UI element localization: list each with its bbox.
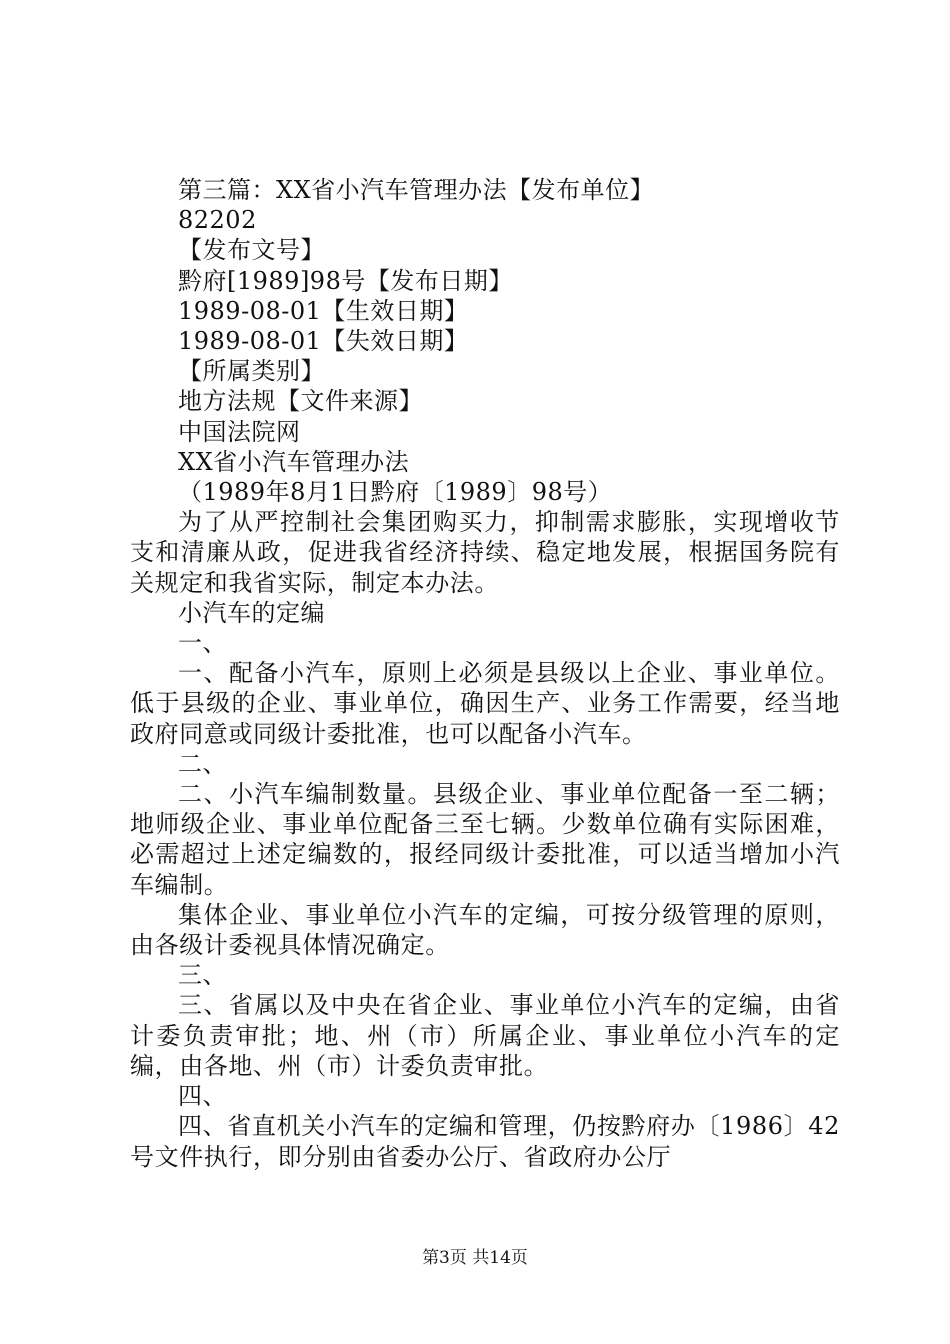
meta-line-effective-date: 1989-08-01【失效日期】 [178, 327, 469, 356]
meta-line-doc-number: 黔府[1989]98号【发布日期】 [178, 266, 513, 295]
article-number-1: 一、 [178, 629, 227, 658]
article-number-2: 二、 [178, 749, 227, 778]
document-title: XX省小汽车管理办法 [178, 447, 410, 476]
article-number-3: 三、 [178, 961, 227, 990]
article-paragraph-2b: 集体企业、事业单位小汽车的定编，可按分级管理的原则，由各级计委视具体情况确定。 [130, 900, 840, 960]
article-paragraph-2: 二、小汽车编制数量。县级企业、事业单位配备一至二辆；地师级企业、事业单位配备三至七辆。少数单位确有实际困难，必需超过上述定编数的，报经同级计委批准，可以适当增加小汽车编制。 [130, 780, 840, 899]
meta-line-title: 第三篇：XX省小汽车管理办法【发布单位】 [178, 176, 655, 204]
article-paragraph-1: 一、配备小汽车，原则上必须是县级以上企业、事业单位。低于县级的企业、事业单位，确因生产、业务工作需要，经当地政府同意或同级计委批准，也可以配备小汽车。 [130, 659, 840, 748]
meta-line-category-label: 【所属类别】 [178, 357, 325, 386]
meta-line-category: 地方法规【文件来源】 [178, 387, 423, 416]
page-footer: 第3页 共14页 [422, 1248, 528, 1268]
article-paragraph-3: 三、省属以及中央在省企业、事业单位小汽车的定编，由省计委负责审批；地、州（市）所属企业、事业单位小汽车的定编，由各地、州（市）计委负责审批。 [130, 991, 840, 1080]
meta-line-source: 中国法院网 [178, 417, 301, 446]
document-subtitle: （1989年8月1日黔府〔1989〕98号） [178, 478, 613, 507]
intro-paragraph: 为了从严控制社会集团购买力，抑制需求膨胀，实现增收节支和清廉从政，促进我省经济持续、稳定地发展，根据国务院有关规定和我省实际，制定本办法。 [130, 508, 840, 597]
meta-line-publisher: 82202 [178, 206, 257, 235]
meta-line-publish-date: 1989-08-01【生效日期】 [178, 296, 469, 325]
meta-line-doc-number-label: 【发布文号】 [178, 236, 325, 265]
article-paragraph-4: 四、省直机关小汽车的定编和管理，仍按黔府办〔1986〕42号文件执行，即分别由省委办公厅、省政府办公厅 [130, 1112, 840, 1171]
document-body [130, 175, 840, 1172]
section-title: 小汽车的定编 [178, 598, 325, 627]
article-number-4: 四、 [178, 1082, 227, 1111]
